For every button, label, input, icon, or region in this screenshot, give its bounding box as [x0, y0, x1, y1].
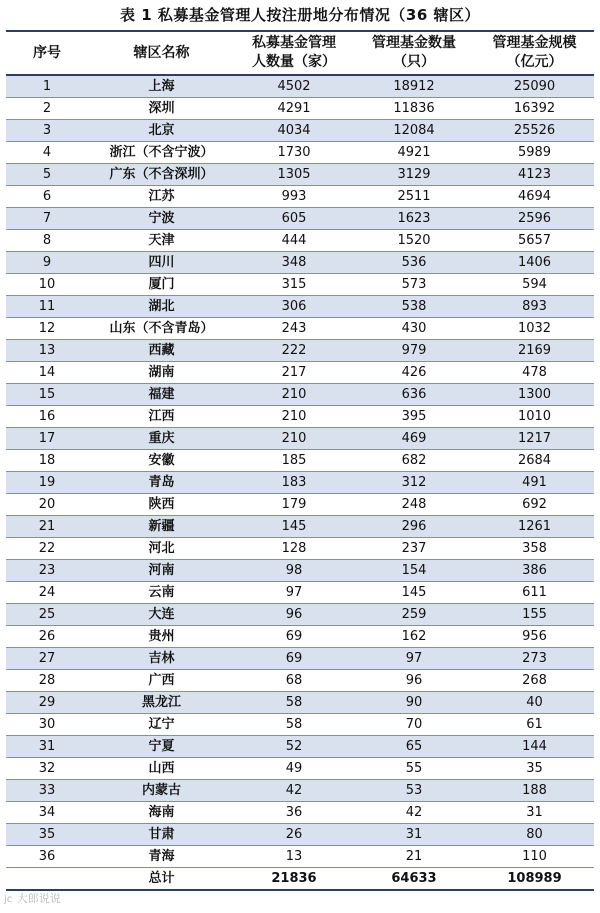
table-row [6, 846, 594, 868]
table-row [6, 714, 594, 736]
table-row [6, 318, 594, 340]
cell-region: 浙江（不含宁波） [88, 142, 235, 164]
cell-managers: 444 [235, 230, 353, 252]
cell-region: 山东（不含青岛） [88, 318, 235, 340]
cell-managers: 222 [235, 340, 353, 362]
cell-scale: 61 [475, 714, 594, 736]
table-row [6, 274, 594, 296]
cell-managers: 1305 [235, 164, 353, 186]
table-row [6, 780, 594, 802]
cell-scale: 273 [475, 648, 594, 670]
table-row [6, 120, 594, 142]
cell-index: 27 [6, 648, 88, 670]
table-row [6, 230, 594, 252]
watermark [4, 891, 61, 907]
column-header-managers: 私募基金管理 人数量（家） [235, 31, 353, 75]
cell-managers: 145 [235, 516, 353, 538]
cell-funds: 4921 [353, 142, 475, 164]
cell-managers: 243 [235, 318, 353, 340]
cell-scale: 386 [475, 560, 594, 582]
cell-funds: 90 [353, 692, 475, 714]
cell-region: 北京 [88, 120, 235, 142]
cell-scale: 188 [475, 780, 594, 802]
cell-managers: 13 [235, 846, 353, 868]
cell-index: 21 [6, 516, 88, 538]
cell-managers: 58 [235, 692, 353, 714]
table-row [6, 406, 594, 428]
cell-index: 24 [6, 582, 88, 604]
cell-scale: 5989 [475, 142, 594, 164]
cell-index: 10 [6, 274, 88, 296]
cell-region: 吉林 [88, 648, 235, 670]
cell-funds: 296 [353, 516, 475, 538]
cell-region: 湖北 [88, 296, 235, 318]
cell-managers: 128 [235, 538, 353, 560]
cell-region: 贵州 [88, 626, 235, 648]
cell-region: 广西 [88, 670, 235, 692]
table-row [6, 472, 594, 494]
table-title: 表 1 私募基金管理人按注册地分布情况（36 辖区） [120, 6, 480, 24]
cell-managers: 52 [235, 736, 353, 758]
cell-managers: 210 [235, 406, 353, 428]
cell-scale: 16392 [475, 98, 594, 120]
cell-funds: 536 [353, 252, 475, 274]
cell-managers: 348 [235, 252, 353, 274]
cell-region: 大连 [88, 604, 235, 626]
cell-index: 4 [6, 142, 88, 164]
cell-scale: 2684 [475, 450, 594, 472]
cell-funds: 162 [353, 626, 475, 648]
cell-funds: 154 [353, 560, 475, 582]
cell-managers: 210 [235, 384, 353, 406]
cell-region: 甘肃 [88, 824, 235, 846]
cell-scale: 4694 [475, 186, 594, 208]
table-row [6, 164, 594, 186]
cell-scale: 25526 [475, 120, 594, 142]
table-row [6, 516, 594, 538]
table-row [6, 560, 594, 582]
cell-index: 23 [6, 560, 88, 582]
cell-index: 22 [6, 538, 88, 560]
column-header-index: 序号 [6, 31, 88, 75]
cell-index: 9 [6, 252, 88, 274]
cell-region: 河南 [88, 560, 235, 582]
cell-managers: 993 [235, 186, 353, 208]
cell-funds: 248 [353, 494, 475, 516]
cell-total-label: 总计 [88, 868, 235, 891]
cell-funds: 259 [353, 604, 475, 626]
cell-region: 四川 [88, 252, 235, 274]
table-row [6, 252, 594, 274]
table-row [6, 626, 594, 648]
cell-managers: 4291 [235, 98, 353, 120]
cell-region: 云南 [88, 582, 235, 604]
cell-region: 江苏 [88, 186, 235, 208]
cell-region: 厦门 [88, 274, 235, 296]
table-row [6, 428, 594, 450]
cell-scale: 80 [475, 824, 594, 846]
cell-index: 13 [6, 340, 88, 362]
cell-index: 29 [6, 692, 88, 714]
table-row [6, 208, 594, 230]
cell-index: 36 [6, 846, 88, 868]
table-row [6, 670, 594, 692]
cell-index: 28 [6, 670, 88, 692]
table-row [6, 142, 594, 164]
cell-funds: 42 [353, 802, 475, 824]
table-row [6, 582, 594, 604]
cell-region: 新疆 [88, 516, 235, 538]
cell-region: 河北 [88, 538, 235, 560]
cell-region: 广东（不含深圳） [88, 164, 235, 186]
cell-region: 重庆 [88, 428, 235, 450]
cell-index: 6 [6, 186, 88, 208]
cell-funds: 53 [353, 780, 475, 802]
cell-funds: 97 [353, 648, 475, 670]
table-row [6, 340, 594, 362]
cell-index: 34 [6, 802, 88, 824]
cell-index: 31 [6, 736, 88, 758]
table-row [6, 384, 594, 406]
cell-index: 3 [6, 120, 88, 142]
cell-index: 8 [6, 230, 88, 252]
cell-funds: 96 [353, 670, 475, 692]
cell-managers: 4502 [235, 75, 353, 98]
cell-managers: 69 [235, 626, 353, 648]
cell-index: 16 [6, 406, 88, 428]
cell-funds: 430 [353, 318, 475, 340]
cell-scale: 893 [475, 296, 594, 318]
watermark-text: 大郎说说 [16, 892, 61, 905]
cell-scale: 2596 [475, 208, 594, 230]
cell-region: 宁夏 [88, 736, 235, 758]
cell-scale: 144 [475, 736, 594, 758]
cell-scale: 692 [475, 494, 594, 516]
data-table [6, 30, 594, 891]
cell-scale: 25090 [475, 75, 594, 98]
cell-index: 7 [6, 208, 88, 230]
cell-total-scale: 108989 [475, 868, 594, 891]
column-header-region: 辖区名称 [88, 31, 235, 75]
column-header-funds: 管理基金数量 （只） [353, 31, 475, 75]
cell-index: 5 [6, 164, 88, 186]
table-body [6, 75, 594, 890]
cell-scale: 31 [475, 802, 594, 824]
cell-scale: 611 [475, 582, 594, 604]
cell-scale: 4123 [475, 164, 594, 186]
cell-index: 14 [6, 362, 88, 384]
cell-funds: 237 [353, 538, 475, 560]
table-row [6, 604, 594, 626]
cell-region: 天津 [88, 230, 235, 252]
cell-funds: 145 [353, 582, 475, 604]
table-row [6, 75, 594, 98]
cell-scale: 956 [475, 626, 594, 648]
cell-region: 青海 [88, 846, 235, 868]
cell-managers: 69 [235, 648, 353, 670]
cell-managers: 36 [235, 802, 353, 824]
table-row [6, 824, 594, 846]
cell-funds: 55 [353, 758, 475, 780]
cell-managers: 306 [235, 296, 353, 318]
cell-scale: 358 [475, 538, 594, 560]
cell-managers: 315 [235, 274, 353, 296]
cell-region: 深圳 [88, 98, 235, 120]
cell-managers: 68 [235, 670, 353, 692]
cell-region: 青岛 [88, 472, 235, 494]
cell-index: 11 [6, 296, 88, 318]
cell-scale: 35 [475, 758, 594, 780]
cell-index: 33 [6, 780, 88, 802]
cell-index: 19 [6, 472, 88, 494]
cell-region: 黑龙江 [88, 692, 235, 714]
cell-index: 17 [6, 428, 88, 450]
cell-funds: 1520 [353, 230, 475, 252]
table-row [6, 802, 594, 824]
table-row [6, 494, 594, 516]
cell-funds: 18912 [353, 75, 475, 98]
cell-funds: 636 [353, 384, 475, 406]
cell-scale: 594 [475, 274, 594, 296]
header-row [6, 31, 594, 75]
cell-managers: 185 [235, 450, 353, 472]
cell-funds: 395 [353, 406, 475, 428]
cell-total-managers: 21836 [235, 868, 353, 891]
cell-funds: 469 [353, 428, 475, 450]
cell-index: 30 [6, 714, 88, 736]
table-row [6, 450, 594, 472]
cell-funds: 11836 [353, 98, 475, 120]
cell-index: 35 [6, 824, 88, 846]
cell-managers: 96 [235, 604, 353, 626]
cell-region: 山西 [88, 758, 235, 780]
cell-scale: 1032 [475, 318, 594, 340]
cell-index: 12 [6, 318, 88, 340]
cell-region: 内蒙古 [88, 780, 235, 802]
table-header [6, 31, 594, 75]
cell-region: 西藏 [88, 340, 235, 362]
cell-managers: 217 [235, 362, 353, 384]
cell-total-funds: 64633 [353, 868, 475, 891]
table-row [6, 758, 594, 780]
cell-funds: 573 [353, 274, 475, 296]
cell-funds: 979 [353, 340, 475, 362]
cell-managers: 179 [235, 494, 353, 516]
cell-funds: 1623 [353, 208, 475, 230]
cell-index: 20 [6, 494, 88, 516]
cell-funds: 2511 [353, 186, 475, 208]
cell-scale: 1261 [475, 516, 594, 538]
cell-funds: 31 [353, 824, 475, 846]
cell-index: 1 [6, 75, 88, 98]
cell-funds: 538 [353, 296, 475, 318]
cell-index: 15 [6, 384, 88, 406]
column-header-scale: 管理基金规模 （亿元） [475, 31, 594, 75]
cell-scale: 1300 [475, 384, 594, 406]
table-row [6, 538, 594, 560]
cell-scale: 1406 [475, 252, 594, 274]
cell-region: 江西 [88, 406, 235, 428]
table-row [6, 362, 594, 384]
cell-funds: 312 [353, 472, 475, 494]
cell-index: 18 [6, 450, 88, 472]
cell-index: 2 [6, 98, 88, 120]
cell-managers: 58 [235, 714, 353, 736]
cell-funds: 682 [353, 450, 475, 472]
cell-scale: 2169 [475, 340, 594, 362]
cell-region: 辽宁 [88, 714, 235, 736]
cell-region: 海南 [88, 802, 235, 824]
total-row [6, 868, 594, 891]
table-row [6, 186, 594, 208]
cell-scale: 110 [475, 846, 594, 868]
table-row [6, 692, 594, 714]
table-row [6, 736, 594, 758]
cell-managers: 97 [235, 582, 353, 604]
cell-funds: 12084 [353, 120, 475, 142]
table-row [6, 648, 594, 670]
cell-scale: 1217 [475, 428, 594, 450]
cell-scale: 478 [475, 362, 594, 384]
cell-scale: 40 [475, 692, 594, 714]
cell-managers: 42 [235, 780, 353, 802]
cell-region: 上海 [88, 75, 235, 98]
cell-scale: 268 [475, 670, 594, 692]
table-row [6, 296, 594, 318]
cell-funds: 21 [353, 846, 475, 868]
cell-scale: 491 [475, 472, 594, 494]
cell-funds: 70 [353, 714, 475, 736]
cell-scale: 1010 [475, 406, 594, 428]
cell-region: 宁波 [88, 208, 235, 230]
cell-region: 湖南 [88, 362, 235, 384]
cell-funds: 65 [353, 736, 475, 758]
cell-index: 32 [6, 758, 88, 780]
cell-funds: 426 [353, 362, 475, 384]
cell-funds: 3129 [353, 164, 475, 186]
cell-scale: 155 [475, 604, 594, 626]
cell-region: 安徽 [88, 450, 235, 472]
cell-managers: 4034 [235, 120, 353, 142]
cell-region: 福建 [88, 384, 235, 406]
cell-index: 26 [6, 626, 88, 648]
cell-managers: 183 [235, 472, 353, 494]
cell-managers: 605 [235, 208, 353, 230]
cell-index [6, 868, 88, 891]
watermark-logo-icon: jc [4, 894, 13, 905]
cell-scale: 5657 [475, 230, 594, 252]
cell-managers: 98 [235, 560, 353, 582]
cell-managers: 1730 [235, 142, 353, 164]
cell-managers: 26 [235, 824, 353, 846]
cell-managers: 210 [235, 428, 353, 450]
cell-index: 25 [6, 604, 88, 626]
table-row [6, 98, 594, 120]
cell-managers: 49 [235, 758, 353, 780]
cell-region: 陕西 [88, 494, 235, 516]
